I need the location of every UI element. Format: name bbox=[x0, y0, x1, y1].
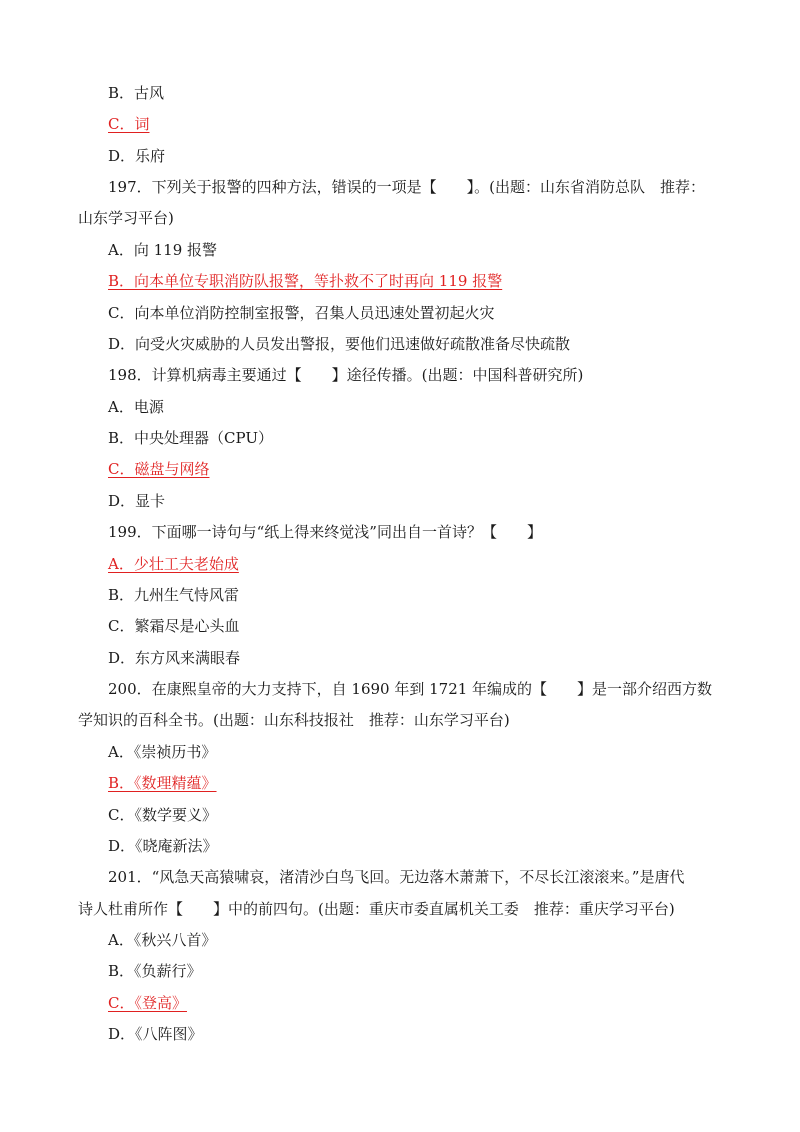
question-200-cont: 学知识的百科全书。(出题：山东科技报社 推荐：山东学习平台) bbox=[78, 711, 510, 729]
option-196-d: D．乐府 bbox=[108, 147, 166, 165]
option-200-c: C．《数学要义》 bbox=[108, 806, 217, 824]
question-197-cont: 山东学习平台) bbox=[78, 209, 174, 227]
option-199-c: C．繁霜尽是心头血 bbox=[108, 617, 240, 635]
answer-201-c: C．《登高》 bbox=[108, 994, 187, 1012]
answer-198-c: C．磁盘与网络 bbox=[108, 460, 210, 478]
option-197-c: C．向本单位消防控制室报警，召集人员迅速处置初起火灾 bbox=[108, 304, 495, 322]
question-199: 199．下面哪一诗句与“纸上得来终觉浅”同出自一首诗？【 】 bbox=[108, 523, 542, 541]
option-201-a: A．《秋兴八首》 bbox=[108, 931, 217, 949]
option-198-a: A．电源 bbox=[108, 398, 164, 416]
option-198-d: D．显卡 bbox=[108, 492, 166, 510]
option-201-b: B．《负薪行》 bbox=[108, 962, 202, 980]
option-199-b: B．九州生气恃风雷 bbox=[108, 586, 240, 604]
option-199-d: D．东方风来满眼春 bbox=[108, 649, 241, 667]
option-197-d: D．向受火灾威胁的人员发出警报，要他们迅速做好疏散准备尽快疏散 bbox=[108, 335, 571, 353]
answer-200-b: B．《数理精蕴》 bbox=[108, 774, 217, 792]
question-200: 200．在康熙皇帝的大力支持下，自 1690 年到 1721 年编成的【 】是一部介绍西方数 bbox=[108, 680, 713, 698]
question-201-cont: 诗人杜甫所作【 】中的前四句。(出题：重庆市委直属机关工委 推荐：重庆学习平台) bbox=[78, 900, 675, 918]
answer-199-a: A．少壮工夫老始成 bbox=[108, 555, 239, 573]
answer-197-b: B．向本单位专职消防队报警，等扑救不了时再向 119 报警 bbox=[108, 272, 503, 290]
option-200-a: A．《崇祯历书》 bbox=[108, 743, 217, 761]
option-197-a: A．向 119 报警 bbox=[108, 241, 217, 259]
question-197: 197．下列关于报警的四种方法，错误的一项是【 】。(出题：山东省消防总队 推荐： bbox=[108, 178, 705, 196]
question-201: 201．“风急天高猿啸哀，渚清沙白鸟飞回。无边落木萧萧下，不尽长江滚滚来。”是唐代 bbox=[108, 868, 685, 886]
option-200-d: D．《晓庵新法》 bbox=[108, 837, 218, 855]
option-201-d: D．《八阵图》 bbox=[108, 1025, 203, 1043]
answer-196-c: C．词 bbox=[108, 115, 150, 133]
option-198-b: B．中央处理器（CPU） bbox=[108, 429, 273, 447]
option-196-b: B．古风 bbox=[108, 84, 165, 102]
question-198: 198．计算机病毒主要通过【 】途径传播。(出题：中国科普研究所) bbox=[108, 366, 584, 384]
